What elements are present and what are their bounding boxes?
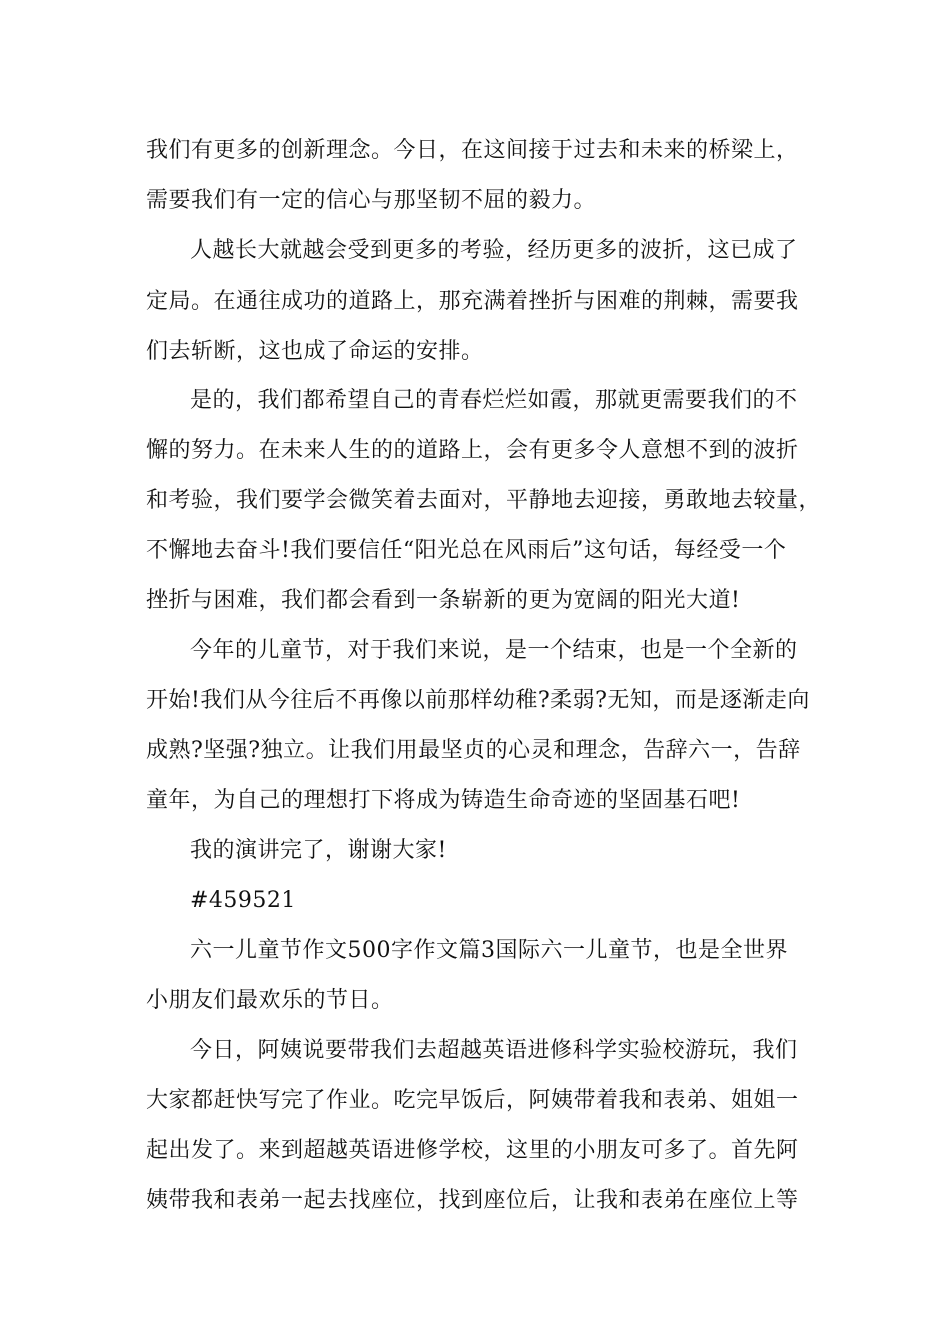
text-line: 小朋友们最欢乐的节日。 [146, 988, 394, 1013]
text-line: 童年，为自己的理想打下将成为铸造生命奇迹的坚固基石吧! [146, 788, 741, 813]
paragraph-start-line: 今年的儿童节，对于我们来说，是一个结束，也是一个全新的 [190, 638, 798, 663]
text-line: 起出发了。来到超越英语进修学校，这里的小朋友可多了。首先阿 [146, 1138, 799, 1163]
paragraph-start-line: 人越长大就越会受到更多的考验，经历更多的波折，这已成了 [190, 238, 798, 263]
paragraph-start-line: 是的，我们都希望自己的青春烂烂如霞，那就更需要我们的不 [190, 388, 798, 413]
text-line: 懈的努力。在未来人生的的道路上，会有更多令人意想不到的波折 [146, 438, 799, 463]
text-line: 们去斩断，这也成了命运的安排。 [146, 339, 484, 364]
document-id: #459521 [190, 888, 296, 913]
text-line: 不懈地去奋斗!我们要信任“阳光总在风雨后”这句话，每经受一个 [146, 538, 787, 563]
text-line: 开始!我们从今往后不再像以前那样幼稚?柔弱?无知，而是逐渐走向 [146, 688, 810, 713]
text-line: 挫折与困难，我们都会看到一条崭新的更为宽阔的阳光大道! [146, 588, 741, 613]
closing-line: 我的演讲完了，谢谢大家! [190, 838, 447, 863]
text-line: 我们有更多的创新理念。今日，在这间接于过去和未来的桥梁上， [146, 138, 799, 163]
text-line: 大家都赶快写完了作业。吃完早饭后，阿姨带着我和表弟、姐姐一 [146, 1088, 799, 1113]
section-heading-line: 六一儿童节作文500字作文篇3国际六一儿童节，也是全世界 [190, 938, 788, 963]
text-line: 成熟?坚强?独立。让我们用最坚贞的心灵和理念，告辞六一，告辞 [146, 738, 801, 763]
text-line: 姨带我和表弟一起去找座位，找到座位后，让我和表弟在座位上等 [146, 1188, 799, 1213]
paragraph-start-line: 今日，阿姨说要带我们去超越英语进修科学实验校游玩，我们 [190, 1038, 798, 1063]
text-line: 需要我们有一定的信心与那坚韧不屈的毅力。 [146, 188, 597, 213]
text-line: 和考验，我们要学会微笑着去面对，平静地去迎接，勇敢地去较量， [146, 488, 822, 513]
text-line: 定局。在通往成功的道路上，那充满着挫折与困难的荆棘，需要我 [146, 289, 799, 314]
